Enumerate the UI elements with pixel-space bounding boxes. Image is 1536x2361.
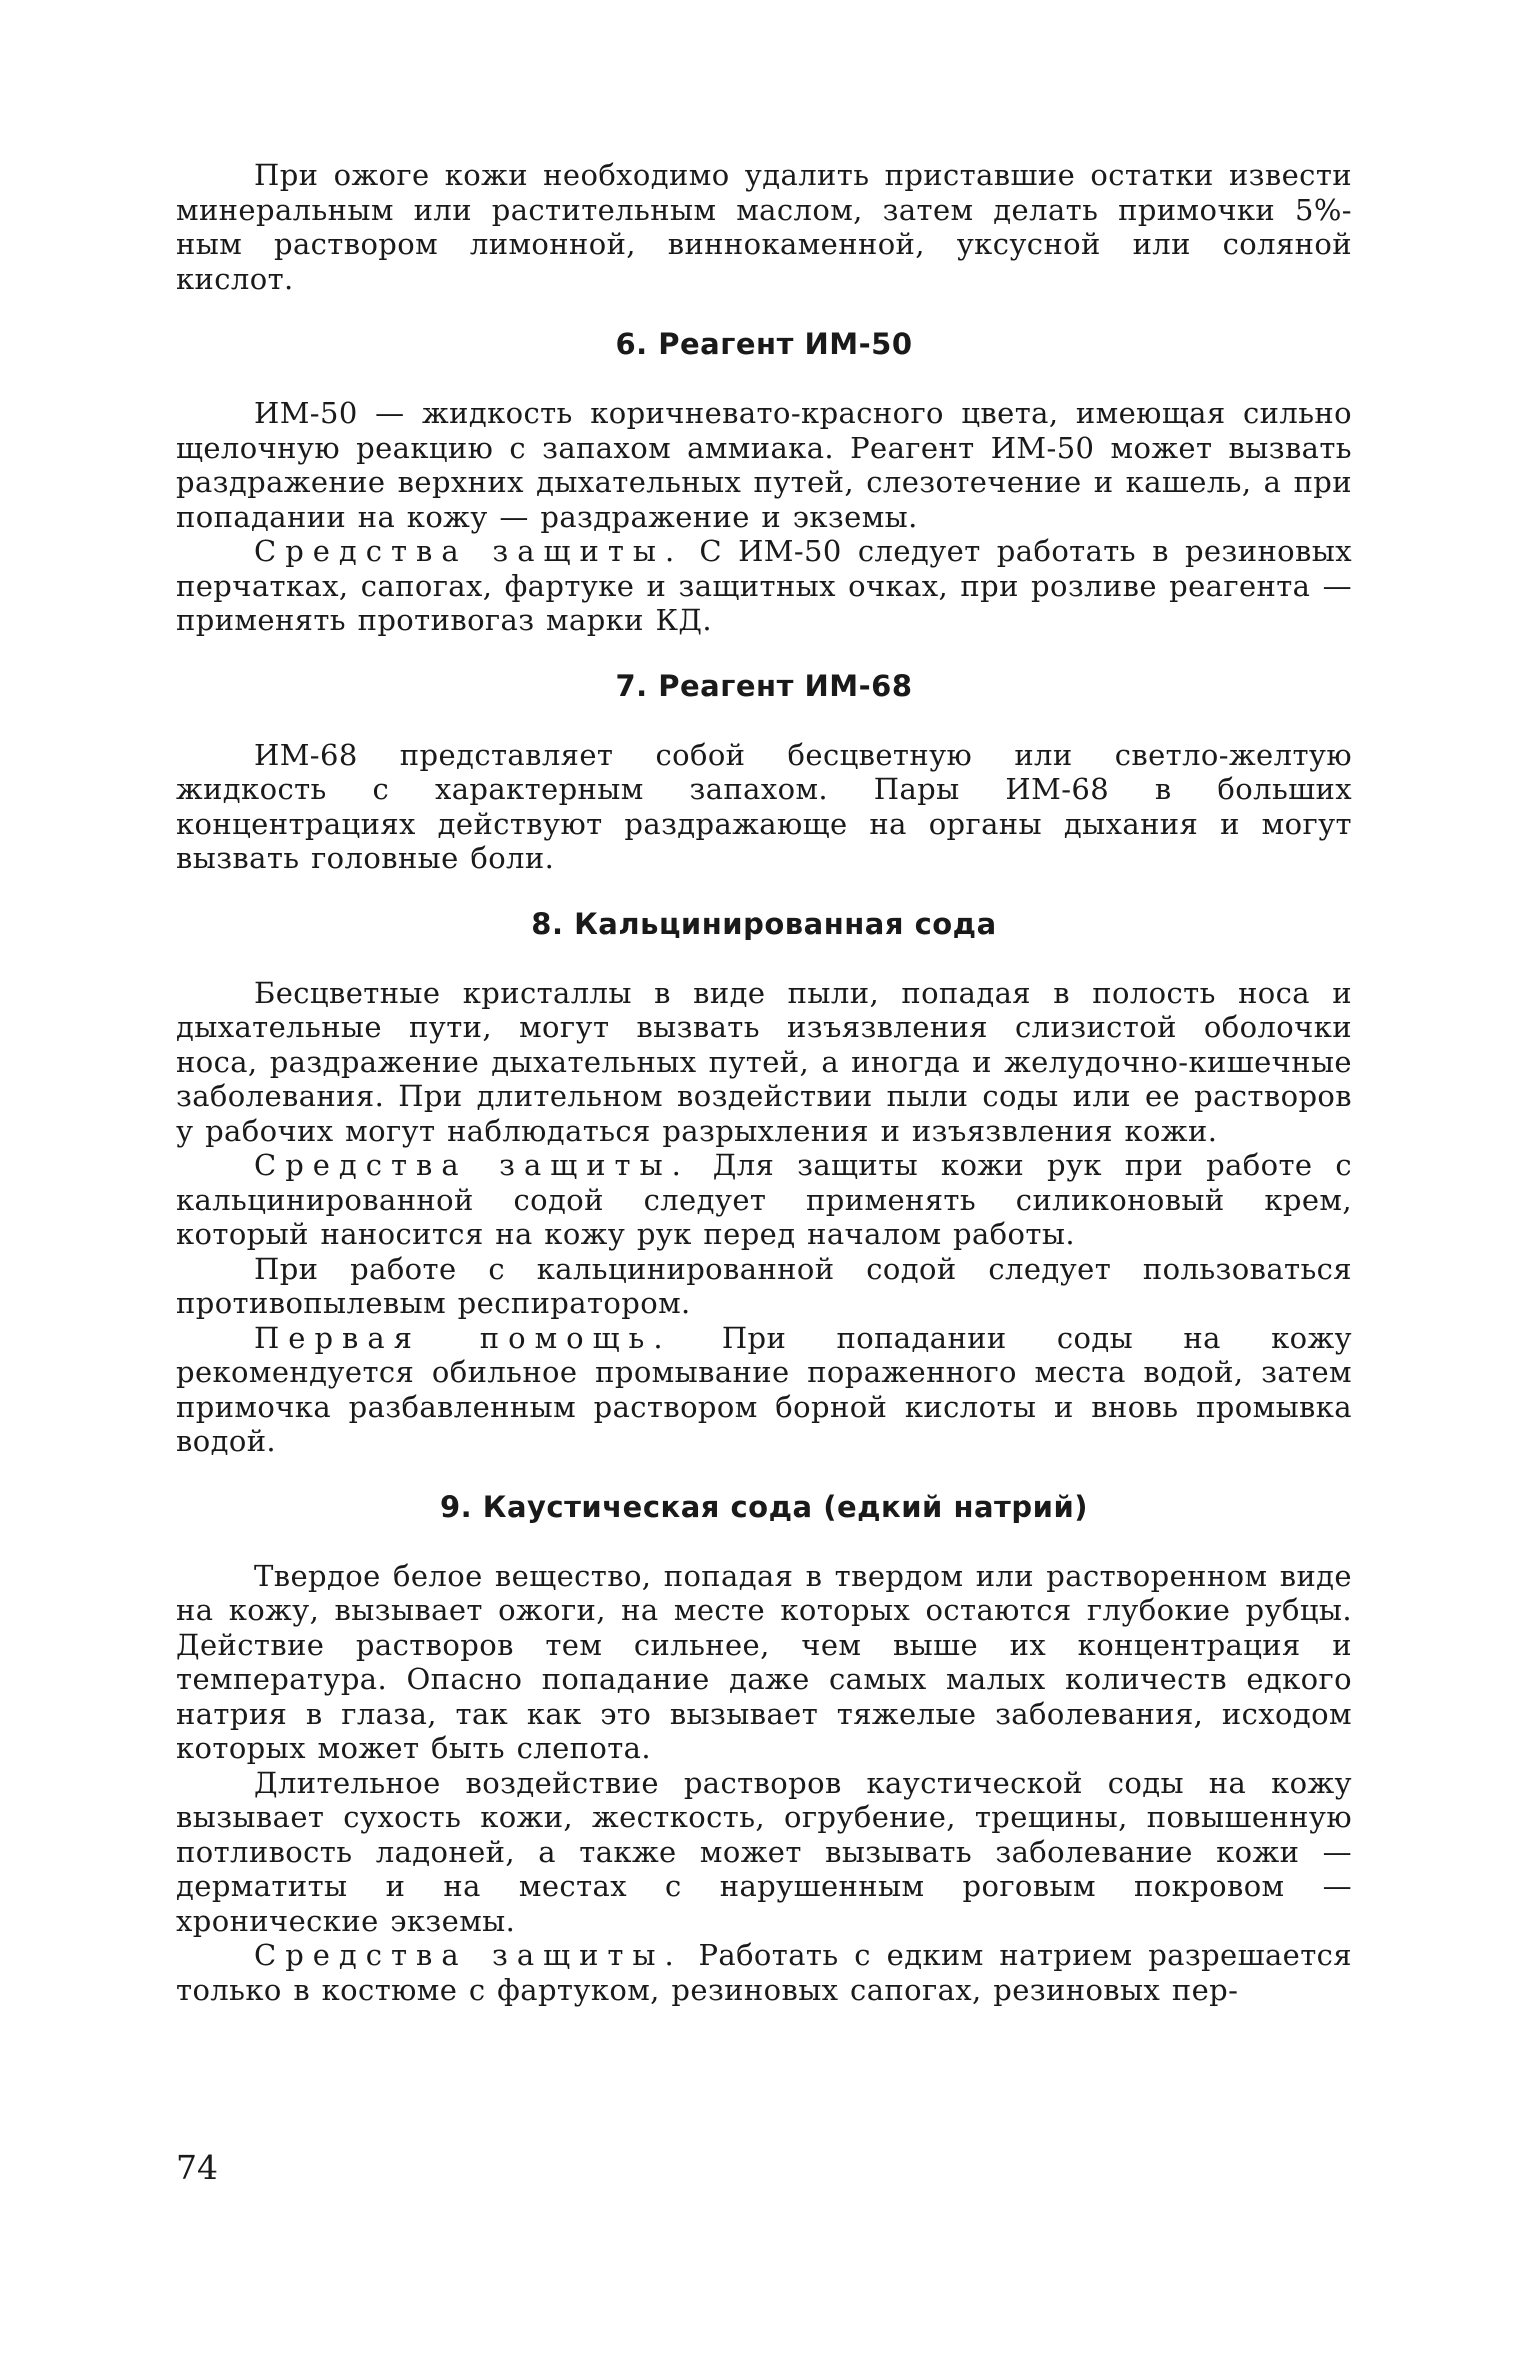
section-7-paragraph-1: ИМ-68 представляет собой бесцветную или светло-желтую жидкость с характерным запахом. Пары ИМ-68 в больших концентрациях действуют раздражающе на органы дыхания и могут вызвать головные боли.	[176, 737, 1352, 875]
section-9-paragraph-3	[176, 1938, 1352, 2007]
section-8-paragraph-1: Бесцветные кристаллы в виде пыли, попадая в полость носа и дыхательные пути, могут вызвать изъязвления слизистой оболочки носа, раздражение дыхательных путей, а иногда и желудочно-кишечные заболевания. При длительном воздействии пыли соды или ее растворов у рабочих могут наблюдаться разрыхления и изъязвления кожи.	[176, 975, 1352, 1148]
section-8-heading: 8. Кальцинированная сода	[531, 906, 997, 941]
section-8-paragraph-2	[176, 1148, 1352, 1252]
protection-label: Средства защиты.	[254, 534, 684, 568]
section-9-paragraph-2: Длительное воздействие растворов каустической соды на кожу вызывает сухость кожи, жесткость, огрубение, трещины, повышенную потливость ладоней, а также может вызывать заболевание кожи — дерматиты и на местах с нарушенным роговым покровом — хронические экземы.	[176, 1765, 1352, 1938]
section-9-paragraph-1: Твердое белое вещество, попадая в твердом или растворенном виде на кожу, вызывает ожоги, на месте которых остаются глубокие рубцы. Действие растворов тем сильнее, чем выше их концентрация и температура. Опасно попадание даже самых малых количеств едкого натрия в глаза, так как это вызывает тяжелые заболевания, исходом которых может быть слепота.	[176, 1558, 1352, 1765]
section-6-paragraph-2-text: С ИМ-50 следует работать в резиновых перчатках, сапогах, фартуке и защитных очках, при розливе реагента — применять противогаз марки КД.	[176, 534, 1352, 637]
section-8-paragraph-2-text: Для защиты кожи рук при работе с кальцинированной содой следует применять силиконовый крем, который наносится на кожу рук перед началом работы.	[176, 1148, 1352, 1251]
page-number: 74	[176, 2148, 218, 2187]
protection-label: Средства защиты.	[254, 1938, 683, 1972]
intro-paragraph: При ожоге кожи необходимо удалить приставшие остатки извести минеральным или растительным маслом, затем делать примочки 5%-ным раствором лимонной, виннокаменной, уксусной или соляной кислот.	[176, 158, 1352, 296]
section-6-paragraph-1: ИМ-50 — жидкость коричневато-красного цвета, имеющая сильно щелочную реакцию с запахом аммиака. Реагент ИМ-50 может вызвать раздражение верхних дыхательных путей, слезотечение и кашель, а при попадании на кожу — раздражение и экземы.	[176, 396, 1352, 534]
section-9-paragraph-3-text: Работать с едким натрием разрешается только в костюме с фартуком, резиновых сапогах, резиновых пер-	[176, 1938, 1352, 2007]
section-9-heading: 9. Каустическая сода (едкий натрий)	[439, 1489, 1089, 1524]
protection-label: Средства защиты.	[254, 1148, 690, 1182]
section-6-paragraph-2	[176, 534, 1352, 638]
section-8-paragraph-4-text: При попадании соды на кожу рекомендуется обильное промывание пораженного места водой, затем примочка разбавленным раствором борной кислоты и вновь промывка водой.	[176, 1320, 1353, 1458]
section-6-heading: 6. Реагент ИМ-50	[615, 327, 913, 361]
section-8-paragraph-3: При работе с кальцинированной содой следует пользоваться противопылевым респиратором.	[176, 1251, 1352, 1320]
section-7-heading: 7. Реагент ИМ-68	[615, 668, 913, 703]
section-8-paragraph-4	[176, 1321, 1352, 1459]
first-aid-label: Первая помощь.	[254, 1320, 672, 1355]
page-body	[176, 158, 1352, 2007]
